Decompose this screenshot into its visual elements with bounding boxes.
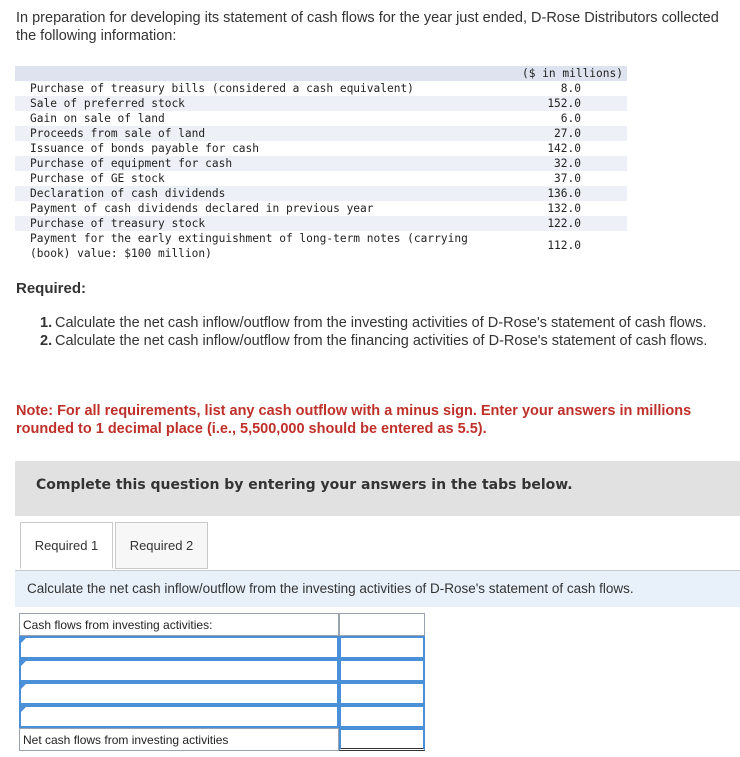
total-value-input[interactable]	[341, 730, 423, 748]
data-table-row-label: Purchase of treasury stock	[30, 217, 206, 230]
data-table-row-value: 142.0	[547, 142, 581, 155]
data-table-row-value: 37.0	[554, 172, 581, 185]
required-list	[40, 314, 730, 350]
complete-question-banner	[15, 461, 740, 516]
data-table-row-value: 112.0	[547, 239, 581, 252]
dropdown-corner-icon	[21, 684, 26, 689]
data-table-row	[15, 156, 627, 171]
intro-paragraph: In preparation for developing its statement of cash flows for the year just ended, D-Rose Distributors collected the following information:	[16, 10, 719, 44]
line-item-select[interactable]	[19, 682, 339, 705]
data-table-row-label: Sale of preferred stock	[30, 97, 185, 110]
data-table-row-value: 8.0	[560, 82, 581, 95]
note-text: Note: For all requirements, list any cash outflow with a minus sign. Enter your answers in millions rounded to 1 decimal place (i.e., 5,500,000 should be entered as 5.5).	[16, 403, 692, 437]
data-table-row-value: 6.0	[560, 112, 581, 125]
required-item-number: 1.	[40, 315, 53, 331]
required-item-text: Calculate the net cash inflow/outflow from the financing activities of D-Rose's statement of cash flows.	[55, 333, 708, 349]
data-table-row-value: 122.0	[547, 217, 581, 230]
required-title: Required:	[16, 280, 87, 297]
amount-field[interactable]	[339, 636, 425, 659]
tab-required-1[interactable]: Required 1	[20, 522, 113, 569]
amount-field[interactable]	[339, 659, 425, 682]
line-item-select[interactable]	[19, 659, 339, 682]
total-value-field[interactable]	[339, 728, 425, 751]
data-table-row	[15, 81, 627, 96]
answer-total-row	[19, 728, 425, 751]
answer-input-row	[19, 636, 425, 659]
data-table	[15, 66, 627, 261]
data-table-row-label: Purchase of treasury bills (considered a cash equivalent)	[30, 82, 414, 95]
line-item-select[interactable]	[19, 636, 339, 659]
amount-input[interactable]	[341, 707, 423, 726]
data-table-row-label: Proceeds from sale of land	[30, 127, 206, 140]
data-table-row-label: Issuance of bonds payable for cash	[30, 142, 260, 155]
answer-header-label: Cash flows from investing activities:	[19, 613, 339, 636]
data-table-row-value: 27.0	[554, 127, 581, 140]
amount-input[interactable]	[341, 638, 423, 657]
data-table-row-value: 32.0	[554, 157, 581, 170]
data-table-row-value: 152.0	[547, 97, 581, 110]
line-item-input[interactable]	[24, 709, 337, 728]
data-table-row	[15, 231, 627, 261]
dropdown-corner-icon	[21, 638, 26, 643]
data-table-row-label: Declaration of cash dividends	[30, 187, 226, 200]
data-table-row	[15, 186, 627, 201]
amount-field[interactable]	[339, 705, 425, 728]
complete-question-text: Complete this question by entering your answers in the tabs below.	[36, 477, 573, 493]
data-table-row	[15, 96, 627, 111]
instruction-panel	[15, 570, 740, 607]
data-table-row-value: 132.0	[547, 202, 581, 215]
required-item-text: Calculate the net cash inflow/outflow from the investing activities of D-Rose's statement of cash flows.	[55, 315, 707, 331]
amount-input[interactable]	[341, 684, 423, 703]
data-table-row-label: Purchase of GE stock	[30, 172, 165, 185]
data-table-row-label: Purchase of equipment for cash	[30, 157, 233, 170]
answer-input-row	[19, 705, 425, 728]
line-item-input[interactable]	[24, 686, 337, 705]
data-table-row	[15, 201, 627, 216]
amount-input[interactable]	[341, 661, 423, 680]
answer-header-row	[19, 613, 425, 636]
data-table-row	[15, 126, 627, 141]
dropdown-corner-icon	[21, 707, 26, 712]
answer-input-row	[19, 682, 425, 705]
data-table-header	[15, 66, 627, 81]
data-table-row-label: Gain on sale of land	[30, 112, 165, 125]
units-header: ($ in millions)	[521, 67, 623, 80]
data-table-row	[15, 141, 627, 156]
required-item-2	[40, 332, 730, 350]
data-table-row	[15, 171, 627, 186]
answer-input-row	[19, 659, 425, 682]
line-item-input[interactable]	[24, 663, 337, 682]
total-label: Net cash flows from investing activities	[19, 728, 339, 751]
answer-header-value	[339, 613, 425, 636]
required-item-number: 2.	[40, 333, 53, 349]
data-table-row-label: Payment of cash dividends declared in previous year	[30, 202, 374, 215]
line-item-select[interactable]	[19, 705, 339, 728]
data-table-row	[15, 216, 627, 231]
data-table-row-label: Payment for the early extinguishment of long-term notes (carrying (book) value: $100 million)	[30, 232, 468, 260]
amount-field[interactable]	[339, 682, 425, 705]
data-table-row	[15, 111, 627, 126]
data-table-row-value: 136.0	[547, 187, 581, 200]
tab-required-2[interactable]: Required 2	[115, 522, 208, 569]
required-item-1	[40, 314, 730, 332]
line-item-input[interactable]	[24, 640, 337, 659]
instruction-text: Calculate the net cash inflow/outflow from the investing activities of D-Rose's statement of cash flows.	[27, 581, 634, 596]
dropdown-corner-icon	[21, 661, 26, 666]
